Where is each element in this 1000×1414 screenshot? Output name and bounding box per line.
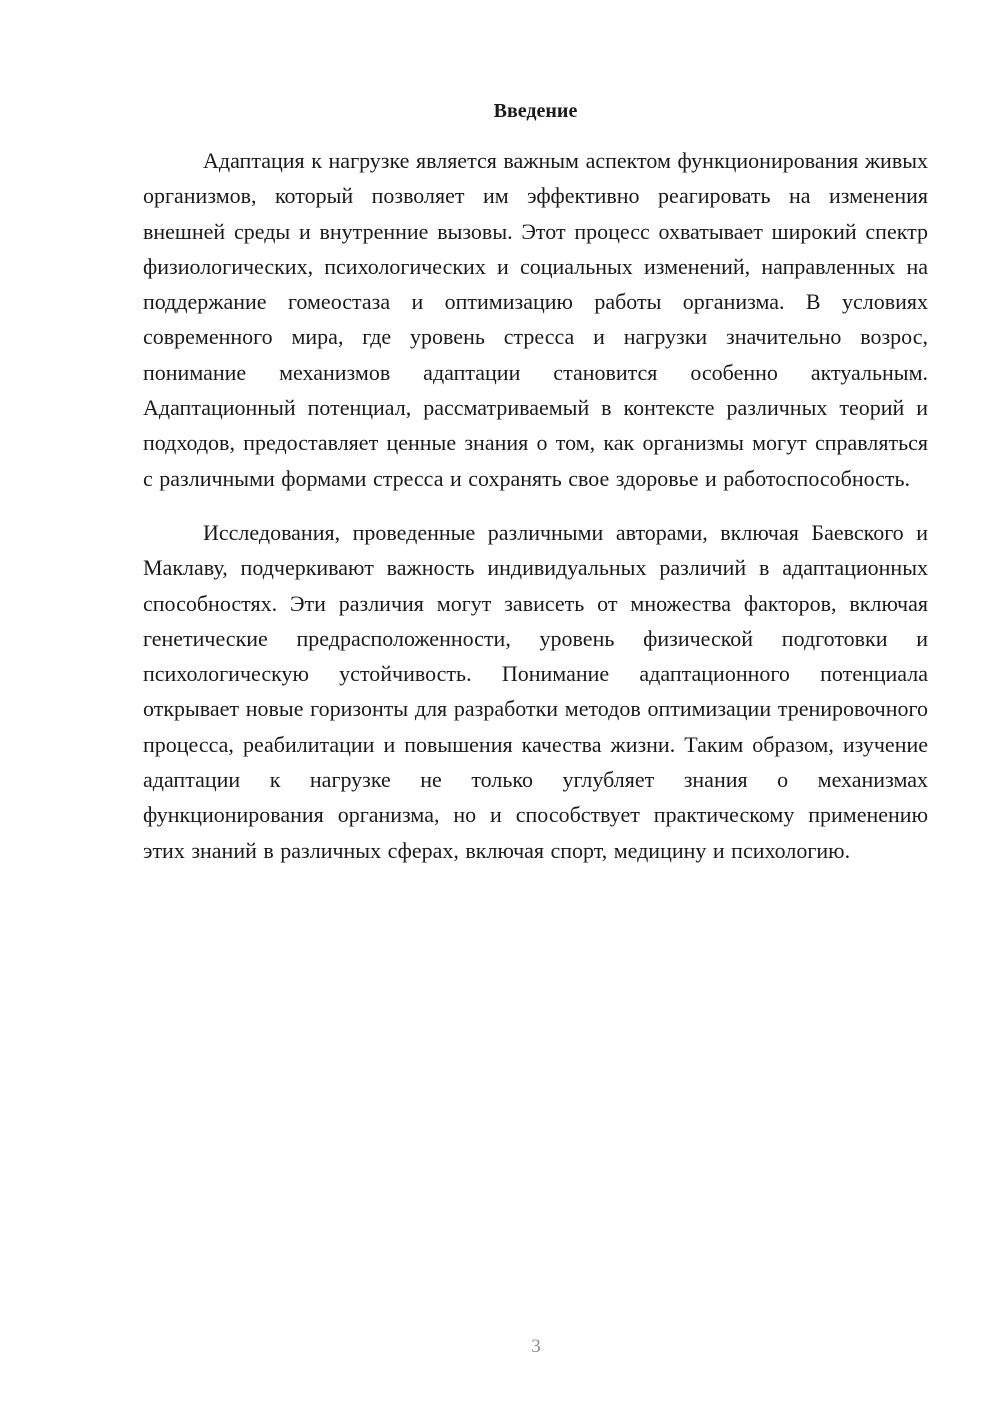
paragraph-research: Исследования, проведенные различными авторами, включая Баевского и Маклаву, подчеркивают важность индивидуальных различий в адаптационных способностях. Эти различия могут зависеть от множества факторов, включая генетические предрасположенности, уровень физической подготовки и психологическую устойчивость. Понимание адаптационного потенциала открывает новые горизонты для разработки методов оптимизации тренировочного процесса, реабилитации и повышения качества жизни. Таким образом, изучение адаптации к нагрузке не только углубляет знания о механизмах функционирования организма, но и способствует практическому применению этих знаний в различных сферах, включая спорт, медицину и психологию.: [143, 519, 928, 863]
paragraph-intro: Адаптация к нагрузке является важным аспектом функционирования живых организмов, который позволяет им эффективно реагировать на изменения внешней среды и внутренние вызовы. Этот процесс охватывает широкий спектр физиологических, психологических и социальных изменений, направленных на поддержание гомеостаза и оптимизацию работы организма. В условиях современного мира, где уровень стресса и нагрузки значительно возрос, понимание механизмов адаптации становится особенно актуальным. Адаптационный потенциал, рассматриваемый в контексте различных теорий и подходов, предоставляет ценные знания о том, как организмы могут справляться с различными формами стресса и сохранять свое здоровье и работоспособность.: [143, 148, 928, 491]
page-number: 3: [531, 1336, 541, 1357]
section-title: Введение: [493, 100, 578, 122]
page-content: [143, 97, 928, 868]
